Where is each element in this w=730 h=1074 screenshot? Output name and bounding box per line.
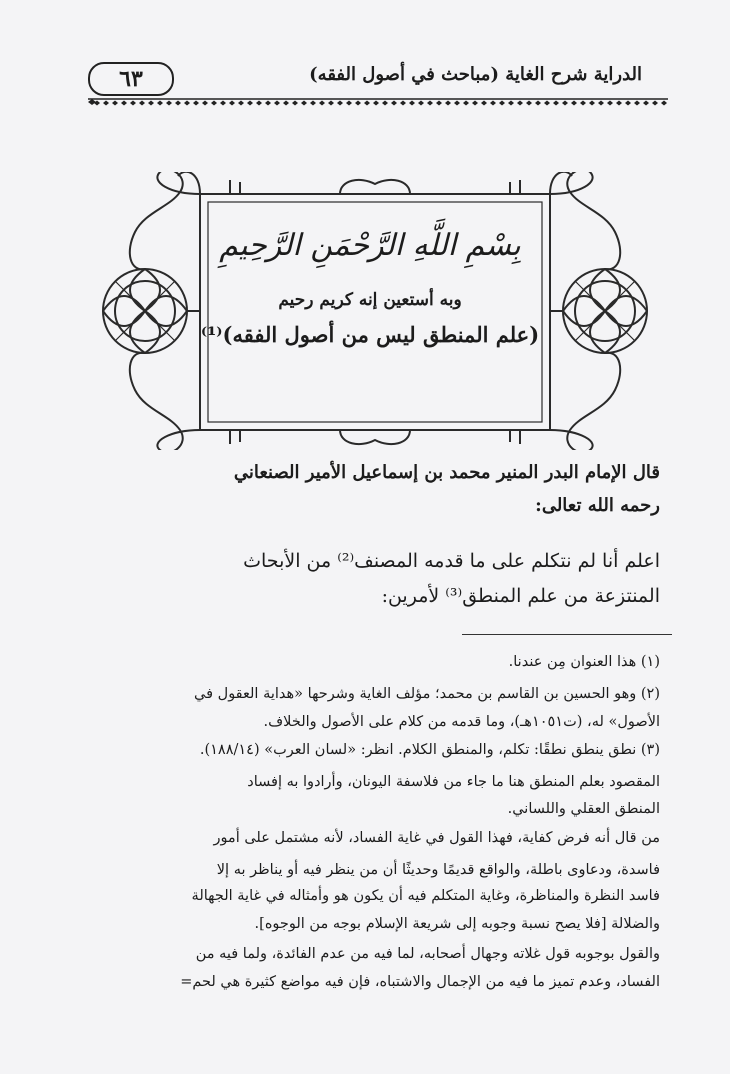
footnote-line: الأصول» له، (ت١٠٥١هـ)، وما قدمه من كلام على الأصول والخلاف. [263, 714, 660, 730]
author-line-1: قال الإمام البدر المنير محمد بن إسماعيل الأمير الصنعاني [233, 462, 660, 483]
author-line-2: رحمه الله تعالى: [535, 495, 660, 516]
header-rule [88, 96, 668, 106]
page-number: ٦٣ [119, 66, 143, 92]
footnote-line: فاسدة، ودعاوى باطلة، والواقع قديمًا وحديثًا أن من ينظر فيه أو يناظر به إلا [216, 862, 660, 878]
basmala: بِسْمِ اللَّهِ الرَّحْمَنِ الرَّحِيمِ [219, 228, 521, 263]
footnote-separator [462, 634, 672, 635]
footnote-line: والقول بوجوبه قول غلاته وجهال أصحابه، لما فيه من عدم الفائدة، ولما فيه من [195, 946, 660, 962]
running-title: الدراية شرح الغاية (مباحث في أصول الفقه) [309, 64, 642, 85]
invocation-line: وبه أستعين إنه كريم رحيم [278, 290, 462, 310]
footnote-line: الفساد، وعدم تميز ما فيه من الإجمال والاشتباه، فإن فيه مواضع كثيرة هي لحم= [180, 974, 660, 990]
footnote-line: المقصود بعلم المنطق هنا ما جاء من فلاسفة اليونان، وأرادوا به إفساد [247, 774, 660, 790]
footnote-line: من قال أنه فرض كفاية، فهذا القول في غاية الفساد، لأنه مشتمل على أمور [213, 830, 660, 846]
page-number-badge [88, 62, 174, 96]
main-text-line-1: اعلم أنا لم نتكلم على ما قدمه المصنف⁽²⁾ من الأبحاث [243, 550, 660, 572]
chapter-title: (علم المنطق ليس من أصول الفقه)⁽¹⁾ [200, 322, 540, 347]
footnote-line: والضلالة [فلا يصح نسبة وجوبه إلى شريعة الإسلام بوجه من الوجوه]. [254, 916, 660, 932]
main-text-line-2: المنتزعة من علم المنطق⁽³⁾ لأمرين: [381, 585, 660, 607]
footnote-line: المنطق العقلي واللساني. [507, 801, 660, 817]
footnote-line: (٣) نطق ينطق نطقًا: تكلم، والمنطق الكلام. انظر: «لسان العرب» (١٨٨/١٤). [199, 742, 660, 758]
footnote-line: (٢) وهو الحسين بن القاسم بن محمد؛ مؤلف الغاية وشرحها «هداية العقول في [194, 686, 660, 702]
footnote-line: فاسد النظرة والمناظرة، وغاية المتكلم فيه أن يكون هو وأمثاله في غاية الجهالة [191, 888, 660, 904]
footnote-line: (١) هذا العنوان مِن عندنا. [508, 654, 660, 670]
ornamental-frame [90, 172, 660, 450]
